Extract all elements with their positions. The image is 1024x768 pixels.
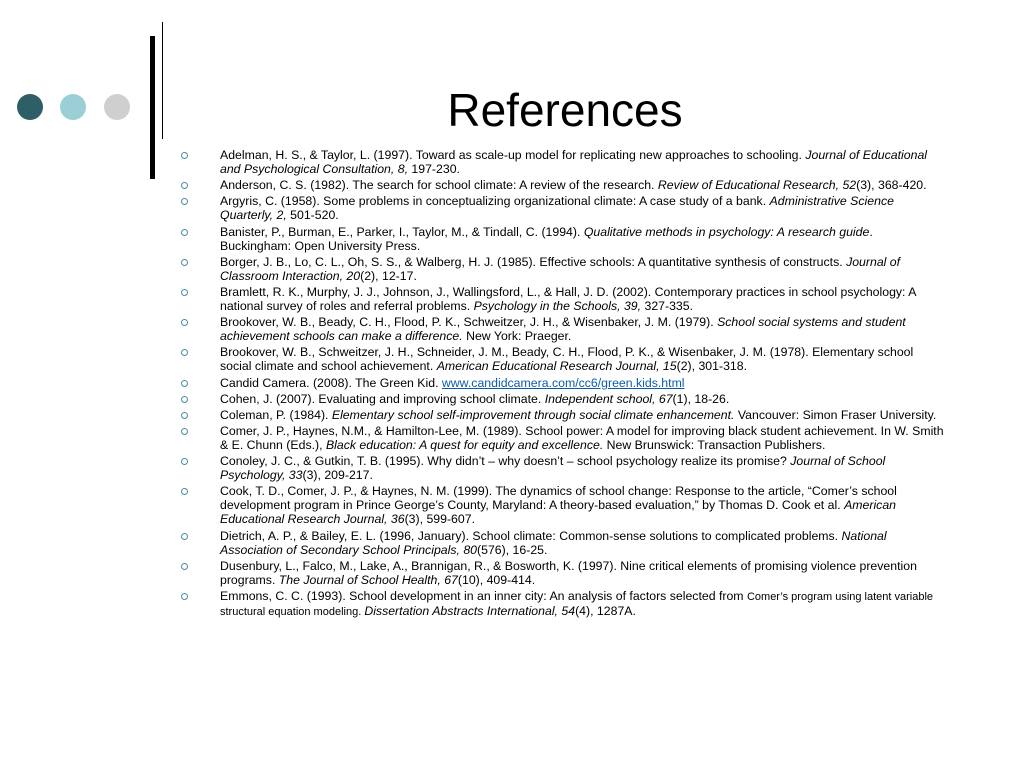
reference-text: Borger, J. B., Lo, C. L., Oh, S. S., & Walberg, H. J. (1985). Effective schools: A quantitative synthesis of constructs. [220, 254, 847, 269]
reference-item [181, 589, 946, 619]
reference-item [181, 408, 946, 422]
reference-source: The Journal of School Health, 67 [278, 572, 458, 587]
reference-item [181, 255, 946, 283]
reference-source: Elementary school self-improvement through social climate enhancement. [331, 407, 735, 422]
bullet-icon [181, 319, 188, 326]
reference-details: New York: Praeger. [462, 329, 572, 344]
reference-source: National Association of Secondary School Principals, 80 [220, 528, 887, 557]
bullet-icon [181, 289, 188, 296]
reference-details: (10), 409-414. [457, 572, 536, 587]
reference-item [181, 178, 946, 192]
reference-text: Conoley, J. C., & Gutkin, T. B. (1995). Why didn’t – why doesn’t – school psychology realize its promise? [220, 454, 791, 469]
reference-source: Independent school, 67 [544, 391, 673, 406]
reference-text: Dietrich, A. P., & Bailey, E. L. (1996, January). School climate: Common-sense solutions to complicated problems. [220, 528, 842, 543]
slide-title: References [447, 84, 683, 136]
bullet-icon [181, 563, 188, 570]
decorative-dot-gray [104, 94, 130, 120]
reference-item [181, 559, 946, 587]
bullet-icon [181, 458, 188, 465]
bullet-icon [181, 229, 188, 236]
reference-item [181, 454, 946, 482]
reference-source: Black education: A quest for equity and excellence. [325, 438, 604, 453]
reference-source: American Educational Research Journal, 15 [436, 359, 677, 374]
reference-details: 197-230. [407, 162, 460, 176]
bullet-icon [181, 412, 188, 419]
bullet-icon [181, 349, 188, 356]
bullet-icon [181, 396, 188, 403]
reference-source: Review of Educational Research, 52 [657, 178, 857, 193]
bullet-icon [181, 380, 188, 387]
bullet-icon [181, 182, 188, 189]
reference-text: Emmons, C. C. (1993). School development in an inner city: An analysis of factors selected from [220, 589, 747, 603]
bullet-icon [181, 488, 188, 495]
reference-item [181, 424, 946, 452]
reference-text: Brookover, W. B., Beady, C. H., Flood, P. K., Schweitzer, J. H., & Wisenbaker, J. M. (1979). [220, 315, 718, 330]
reference-text: Dusenbury, L., Falco, M., Lake, A., Brannigan, R., & Bosworth, K. (1997). Nine critical elements of promising violence prevention programs. [220, 558, 917, 587]
reference-text: Bramlett, R. K., Murphy, J. J., Johnson, J., Wallingsford, L., & Hall, J. D. (2002). Contemporary practices in school psychology: A national survey of roles and referral problems. [220, 284, 916, 313]
reference-item [181, 529, 946, 557]
decorative-vertical-line [162, 22, 163, 139]
reference-details: . Buckingham: Open University Press. [220, 224, 873, 253]
bullet-icon [181, 593, 188, 600]
reference-source: Administrative Science Quarterly, 2, [220, 194, 894, 223]
reference-details: Vancouver: Simon Fraser University. [734, 407, 937, 422]
reference-source: Psychology in the Schools, 39, [473, 298, 642, 313]
reference-source: Journal of Educational and Psychological Consultation, 8, [220, 148, 928, 176]
reference-details: (4), 1287A. [575, 604, 636, 618]
reference-item [181, 148, 946, 176]
reference-source: Journal of Classroom Interaction, 20 [220, 254, 901, 283]
reference-text: Cohen, J. (2007). Evaluating and improving school climate. [220, 391, 545, 406]
reference-details: (3), 209-217. [302, 468, 373, 483]
reference-source: Dissertation Abstracts International, 54 [364, 604, 576, 618]
reference-item [181, 392, 946, 406]
bullet-icon [181, 259, 188, 266]
reference-text: Adelman, H. S., & Taylor, L. (1997). Toward as scale-up model for replicating new approaches to schooling. [220, 148, 806, 162]
reference-details: (3), 368-420. [856, 178, 927, 193]
reference-source: Journal of School Psychology, 33 [220, 454, 886, 483]
reference-details: (2), 301-318. [676, 359, 748, 374]
reference-item [181, 194, 946, 222]
reference-text: Candid Camera. (2008). The Green Kid. [220, 375, 442, 390]
reference-details: 327-335. [641, 298, 694, 313]
decorative-dot-light [60, 94, 86, 120]
reference-source: School social systems and student achievement schools can make a difference. [220, 315, 906, 344]
reference-text: Coleman, P. (1984). [220, 407, 332, 422]
reference-item [181, 376, 946, 390]
reference-details: 501-520. [286, 208, 339, 223]
bullet-icon [181, 152, 188, 159]
reference-item [181, 225, 946, 253]
reference-details: (2), 12-17. [360, 268, 417, 283]
reference-details: (3), 599-607. [404, 512, 475, 527]
reference-details: (1), 18-26. [672, 391, 730, 406]
bullet-icon [181, 533, 188, 540]
reference-source: Qualitative methods in psychology: A research guide [583, 224, 870, 239]
decorative-vertical-bar [150, 36, 155, 179]
reference-list [181, 148, 946, 621]
bullet-icon [181, 428, 188, 435]
bullet-icon [181, 198, 188, 205]
reference-item [181, 484, 946, 526]
decorative-dot-dark [17, 94, 43, 120]
reference-item [181, 285, 946, 313]
reference-source: American Educational Research Journal, 36 [220, 498, 897, 527]
reference-text-small: Comer’s program using latent variable structural equation modeling. [220, 591, 934, 618]
reference-details: New Brunswick: Transaction Publishers. [603, 438, 826, 453]
reference-text: Argyris, C. (1958). Some problems in conceptualizing organizational climate: A case study of a bank. [220, 194, 770, 209]
reference-text: Cook, T. D., Comer, J. P., & Haynes, N. M. (1999). The dynamics of school change: Response to the article, “Comer’s school development program in Prince George’s County, Maryland: A theory-based evaluation,” by Thomas D. Cook et al. [220, 484, 897, 513]
reference-item [181, 345, 946, 373]
reference-text: Anderson, C. S. (1982). The search for school climate: A review of the research. [220, 178, 658, 193]
reference-text: Comer, J. P., Haynes, N.M., & Hamilton-Lee, M. (1989). School power: A model for improving black student achievement. In W. Smith & E. Chunn (Eds.), [220, 424, 944, 453]
reference-text: Brookover, W. B., Schweitzer, J. H., Schneider, J. M., Beady, C. H., Flood, P. K., & Wisenbaker, J. M. (1978). Elementary school social climate and school achievement. [220, 345, 914, 374]
reference-item [181, 315, 946, 343]
reference-link[interactable]: www.candidcamera.com/cc6/green.kids.html [441, 375, 685, 390]
reference-text: Banister, P., Burman, E., Parker, I., Taylor, M., & Tindall, C. (1994). [220, 224, 584, 239]
reference-details: (576), 16-25. [477, 542, 548, 557]
